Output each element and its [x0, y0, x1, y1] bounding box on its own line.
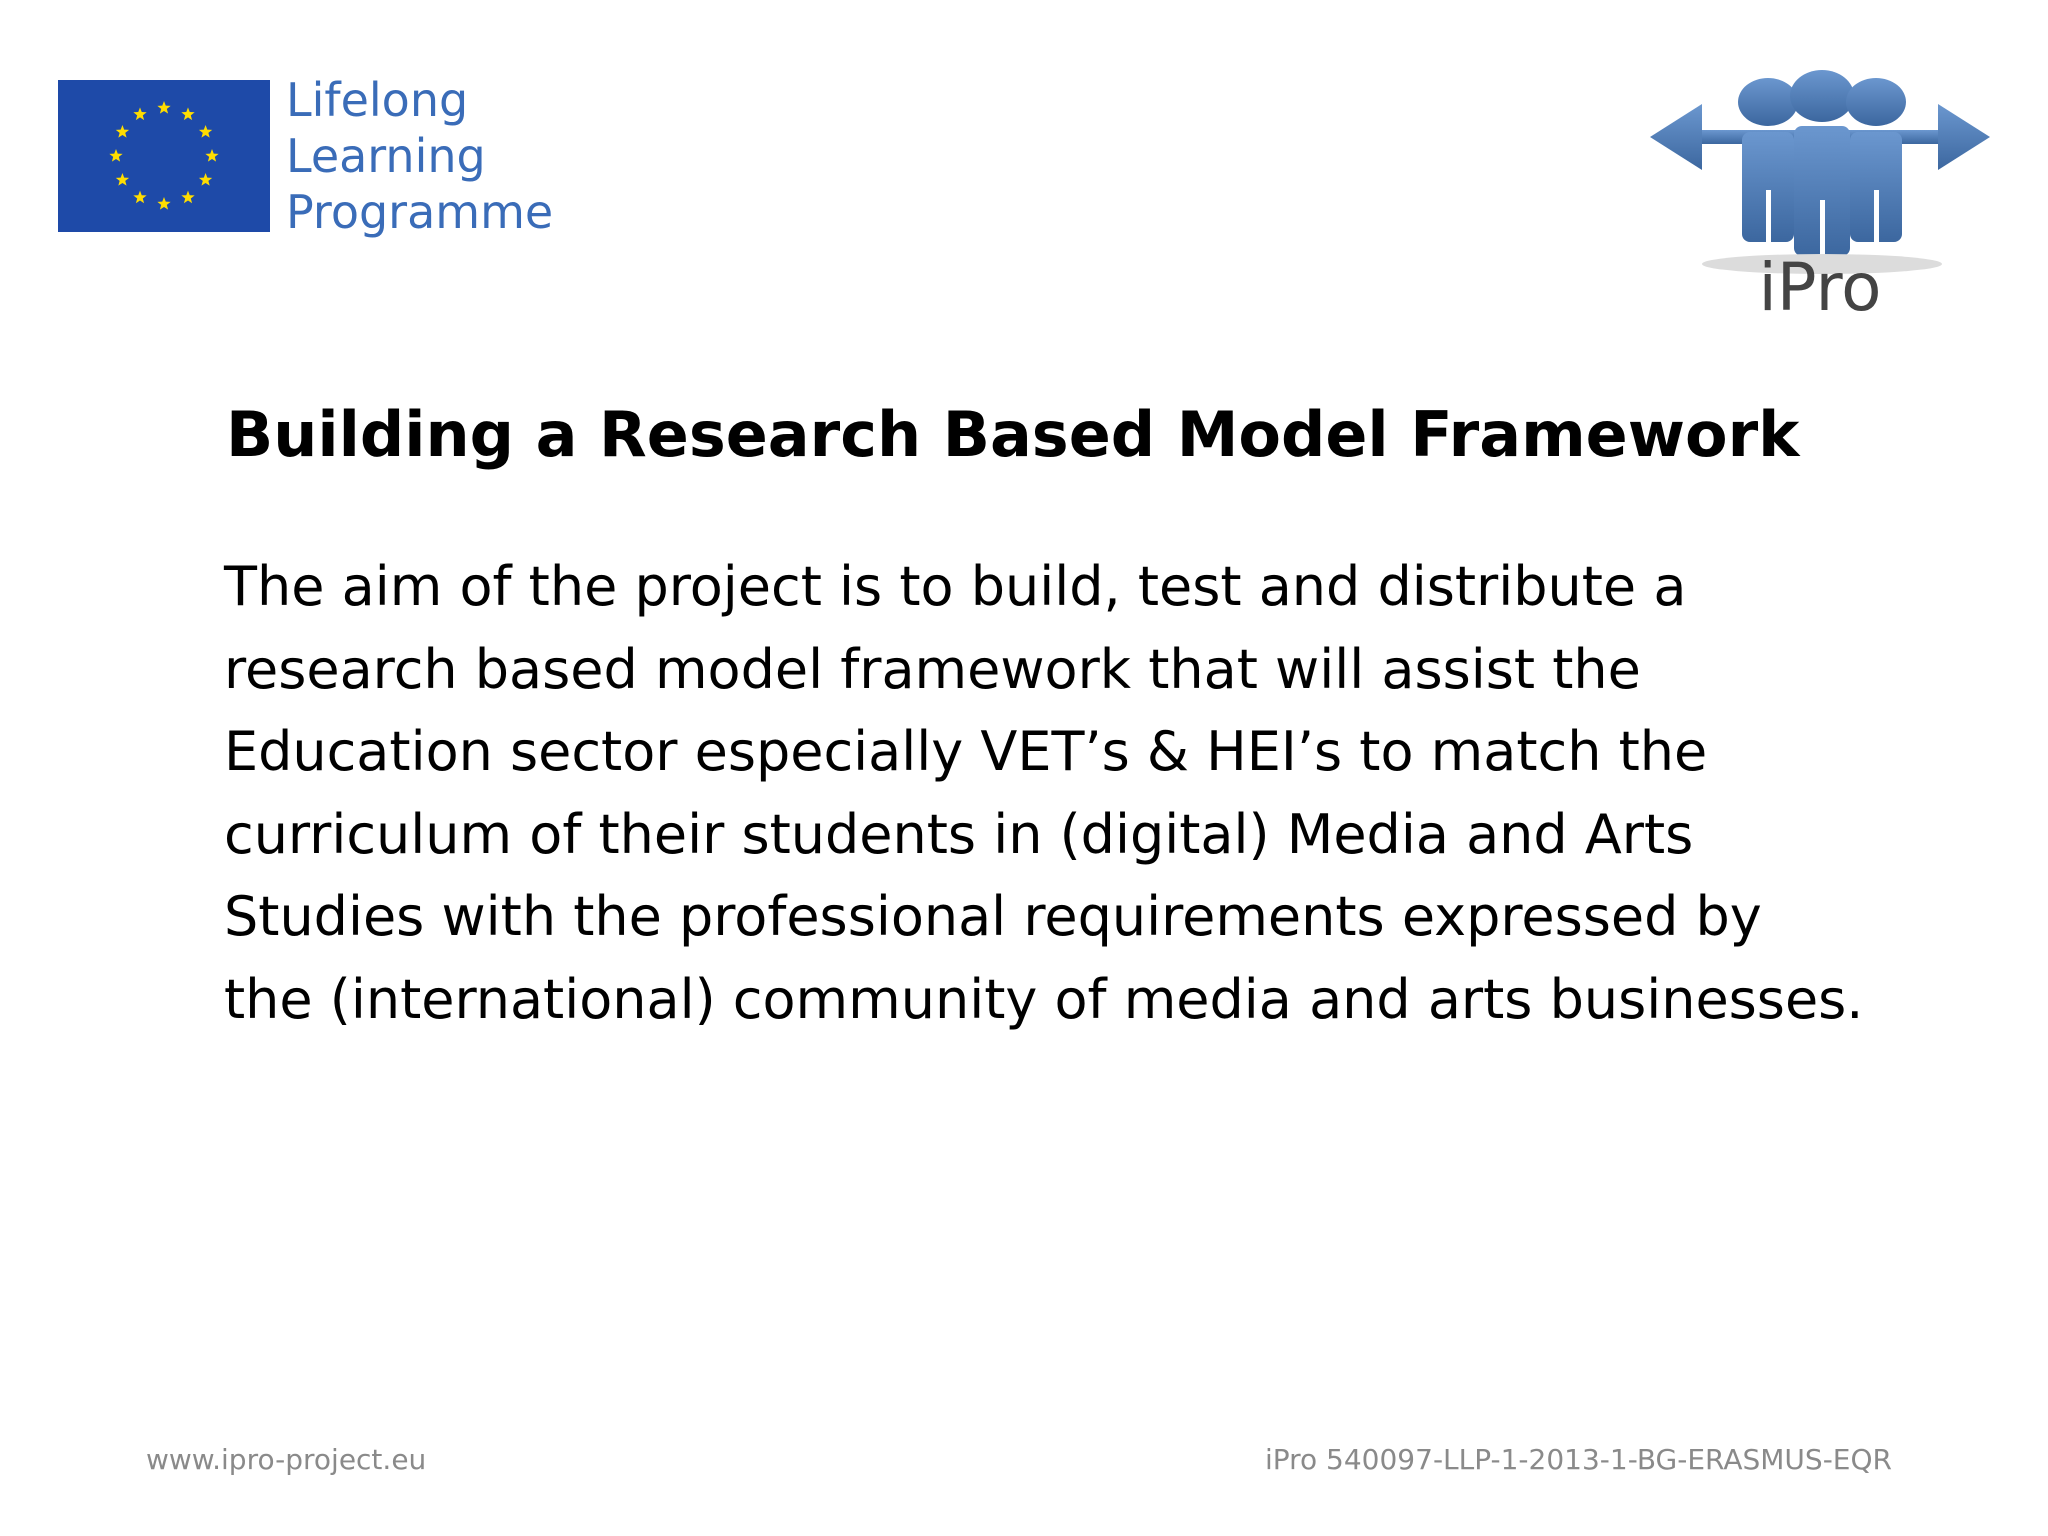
ipro-logo — [1650, 60, 1990, 330]
people-arrows-icon — [1650, 60, 1990, 280]
programme-name — [286, 72, 553, 240]
eu-star-icon — [199, 173, 212, 186]
eu-star-icon — [199, 125, 212, 138]
eu-flag-icon — [58, 80, 270, 232]
eu-star-icon — [157, 101, 170, 114]
slide-title: Building a Research Based Model Framework — [226, 398, 1800, 471]
eu-star-icon — [157, 197, 170, 210]
footer-website: www.ipro-project.eu — [146, 1443, 427, 1476]
eu-star-icon — [133, 107, 146, 120]
eu-star-icon — [116, 125, 129, 138]
eu-star-icon — [116, 173, 129, 186]
lifelong-learning-logo — [58, 72, 578, 252]
eu-star-icon — [109, 149, 122, 162]
ipro-wordmark: iPro — [1758, 249, 1882, 326]
eu-star-icon — [181, 107, 194, 120]
programme-name-line-3: Programme — [286, 185, 554, 239]
slide-body: The aim of the project is to build, test and distribute a research based model framework that will assist the Education sector especially VET’s & HEI’s to match the curriculum of their students in (digital) Media and Arts Studies with the professional requirements expressed by the (international) community of media and arts businesses. — [224, 555, 1864, 1031]
footer-project-code: iPro 540097-LLP-1-2013-1-BG-ERASMUS-EQR — [1264, 1443, 1892, 1476]
programme-name-line-1: Lifelong — [286, 73, 469, 127]
eu-star-icon — [205, 149, 218, 162]
eu-star-icon — [181, 191, 194, 204]
programme-name-line-2: Learning — [286, 129, 486, 183]
eu-star-icon — [133, 191, 146, 204]
